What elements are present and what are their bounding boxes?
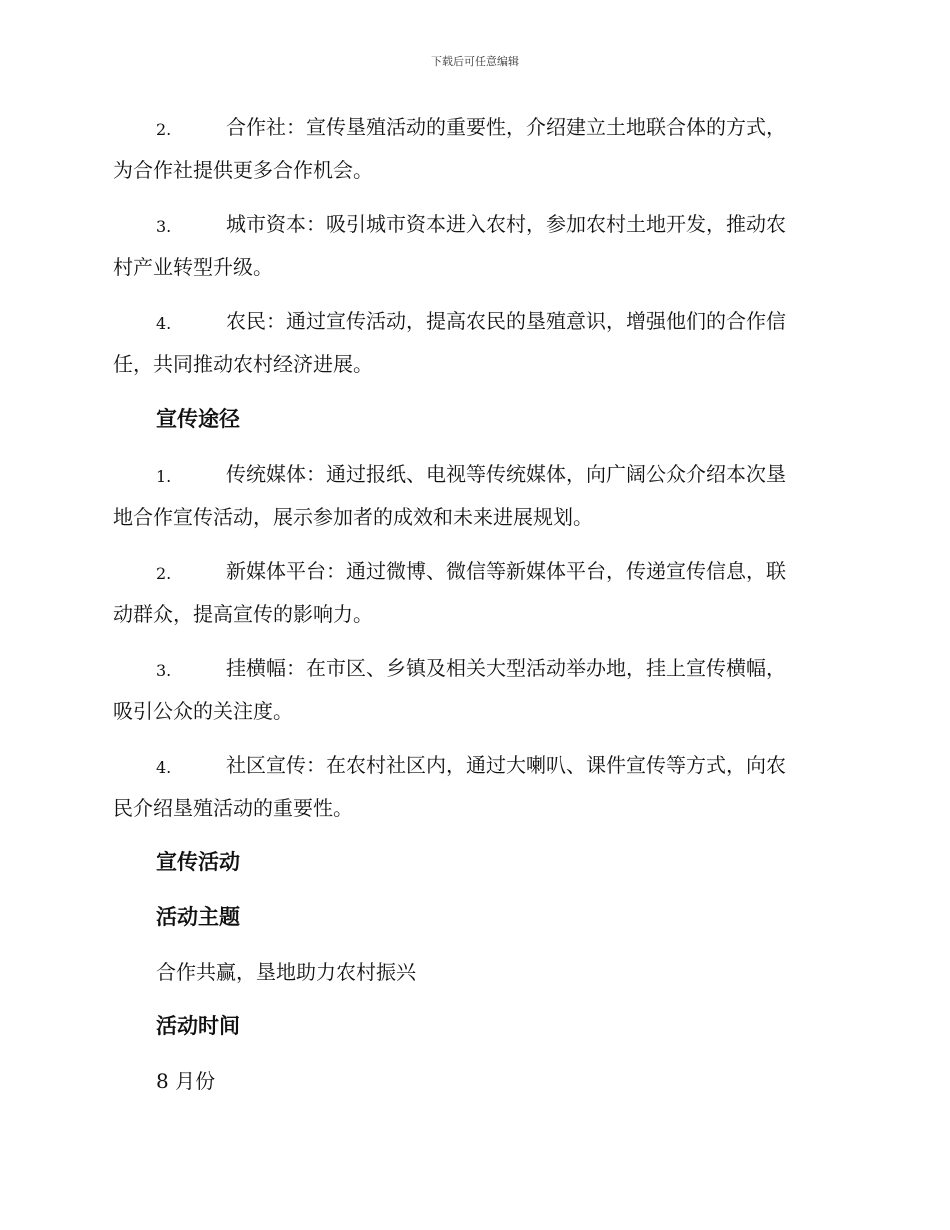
list-item (113, 550, 838, 636)
list-item-text-line2: 民介绍垦殖活动的重要性。 (113, 796, 353, 820)
list-item-number: 2. (156, 564, 172, 583)
time-text: 8 月份 (156, 1069, 216, 1093)
list-item-text-line1: 新媒体平台：通过微博、微信等新媒体平台，传递宣传信息，联 (226, 559, 786, 583)
list-item-text-line1: 挂横幅：在市区、乡镇及相关大型活动举办地，挂上宣传横幅， (226, 656, 786, 680)
list-item-number: 1. (156, 467, 172, 486)
list-item-text-line2: 任，共同推动农村经济进展。 (113, 352, 373, 376)
subheading-theme: 活动主题 (156, 904, 240, 929)
list-item-number: 4. (156, 758, 172, 777)
list-item-text-line2: 动群众，提高宣传的影响力。 (113, 602, 373, 626)
theme-text: 合作共赢，垦地助力农村振兴 (156, 960, 416, 984)
section-heading-activity: 宣传活动 (156, 849, 240, 874)
list-item-text-line1: 农民：通过宣传活动，提高农民的垦殖意识，增强他们的合作信 (226, 309, 786, 333)
list-item-text-line2: 吸引公众的关注度。 (113, 699, 293, 723)
list-item (113, 744, 838, 830)
list-item-text-line1: 传统媒体：通过报纸、电视等传统媒体，向广阔公众介绍本次垦 (226, 462, 786, 486)
list-item-text-line1: 合作社：宣传垦殖活动的重要性，介绍建立土地联合体的方式， (226, 115, 786, 139)
list-item-number: 2. (156, 120, 172, 139)
subheading-time: 活动时间 (156, 1013, 240, 1038)
list-item-text-line1: 社区宣传：在农村社区内，通过大喇叭、课件宣传等方式，向农 (226, 753, 786, 777)
list-item (113, 647, 838, 733)
list-item-text-line2: 为合作社提供更多合作机会。 (113, 158, 373, 182)
list-item-text-line2: 地合作宣传活动，展示参加者的成效和未来进展规划。 (113, 505, 593, 529)
section-heading-channels: 宣传途径 (156, 406, 240, 431)
list-item-number: 4. (156, 314, 172, 333)
list-item-number: 3. (156, 661, 172, 680)
page-header: 下载后可任意编辑 (431, 55, 519, 68)
list-item (113, 203, 838, 289)
list-item-text-line2: 村产业转型升级。 (113, 255, 273, 279)
list-item (113, 453, 838, 539)
list-item (113, 106, 838, 192)
list-item (113, 300, 838, 386)
list-item-text-line1: 城市资本：吸引城市资本进入农村，参加农村土地开发，推动农 (226, 212, 786, 236)
list-item-number: 3. (156, 217, 172, 236)
